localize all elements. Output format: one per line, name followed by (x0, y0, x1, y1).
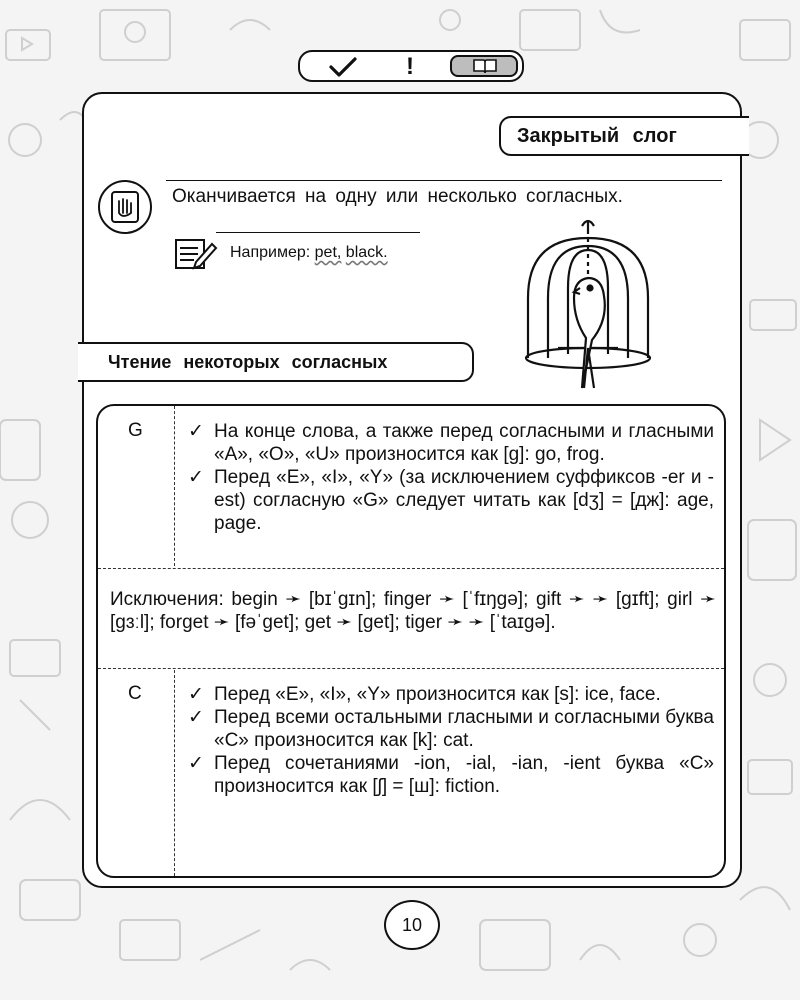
row-divider (98, 568, 724, 569)
checkmark-icon (328, 56, 358, 83)
checkmark-icon: ✓ (188, 707, 204, 728)
exceptions-text: Исключения: begin ➛ [bɪˈgɪn]; finger ➛ [ˈfɪŋgə]; gift ➛ ➛ [gɪft]; girl ➛ [gɜːl]; forget ➛ [fəˈget]; get ➛ [get]; tiger ➛ ➛ [ˈtaɪgə]. (110, 589, 716, 633)
checkmark-icon: ✓ (188, 753, 204, 774)
column-divider (174, 670, 175, 876)
consonants-heading: Чтение некоторых согласных (78, 342, 474, 382)
column-divider (174, 406, 175, 566)
closed-syllable-rule: Оканчивается на одну или несколько согласных. (172, 186, 623, 207)
closed-syllable-heading: Закрытый слог (499, 116, 749, 156)
open-book-icon (472, 58, 498, 74)
row-divider (98, 668, 724, 669)
letter-c-cell: C (128, 683, 142, 704)
rule-item: ✓ На конце слова, а также перед согласными и гласными «A», «O», «U» произносится как [g]: go, frog. (188, 421, 714, 465)
example-word: black. (345, 244, 388, 261)
rule-item: ✓ Перед всеми остальными гласными и согласными буква «C» произносится как [k]: cat. (188, 707, 714, 751)
notepad-pencil-icon (174, 236, 218, 270)
rule-divider (166, 180, 722, 181)
checkmark-icon: ✓ (188, 684, 204, 705)
rule-item: ✓ Перед «E», «I», «Y» произносится как [s]: ice, face. (188, 684, 661, 705)
book-tab (450, 55, 518, 77)
letter-g-cell: G (128, 420, 143, 441)
example-word: pet, (314, 244, 342, 261)
page-number: 10 (384, 900, 440, 950)
g-rules (188, 420, 714, 535)
c-rules (188, 683, 714, 798)
bird-cage-illustration (518, 218, 658, 398)
exclamation-tab: ! (406, 53, 414, 80)
example-divider (216, 232, 420, 233)
example-line (230, 244, 388, 262)
rule-item: ✓ Перед «E», «I», «Y» (за исключением суффиксов -er и -est) согласную «G» следует читать как [dʒ] = [дж]: age, page. (188, 467, 714, 534)
example-label: Например: (230, 244, 311, 261)
raised-hand-icon (96, 178, 156, 236)
checkmark-icon: ✓ (188, 421, 204, 442)
checkmark-icon: ✓ (188, 467, 204, 488)
rule-item: ✓ Перед сочетаниями -ion, -ial, -ian, -ient буква «C» произносится как [ʃ] = [ш]: fiction. (188, 753, 714, 797)
top-tab-bar (298, 50, 524, 82)
